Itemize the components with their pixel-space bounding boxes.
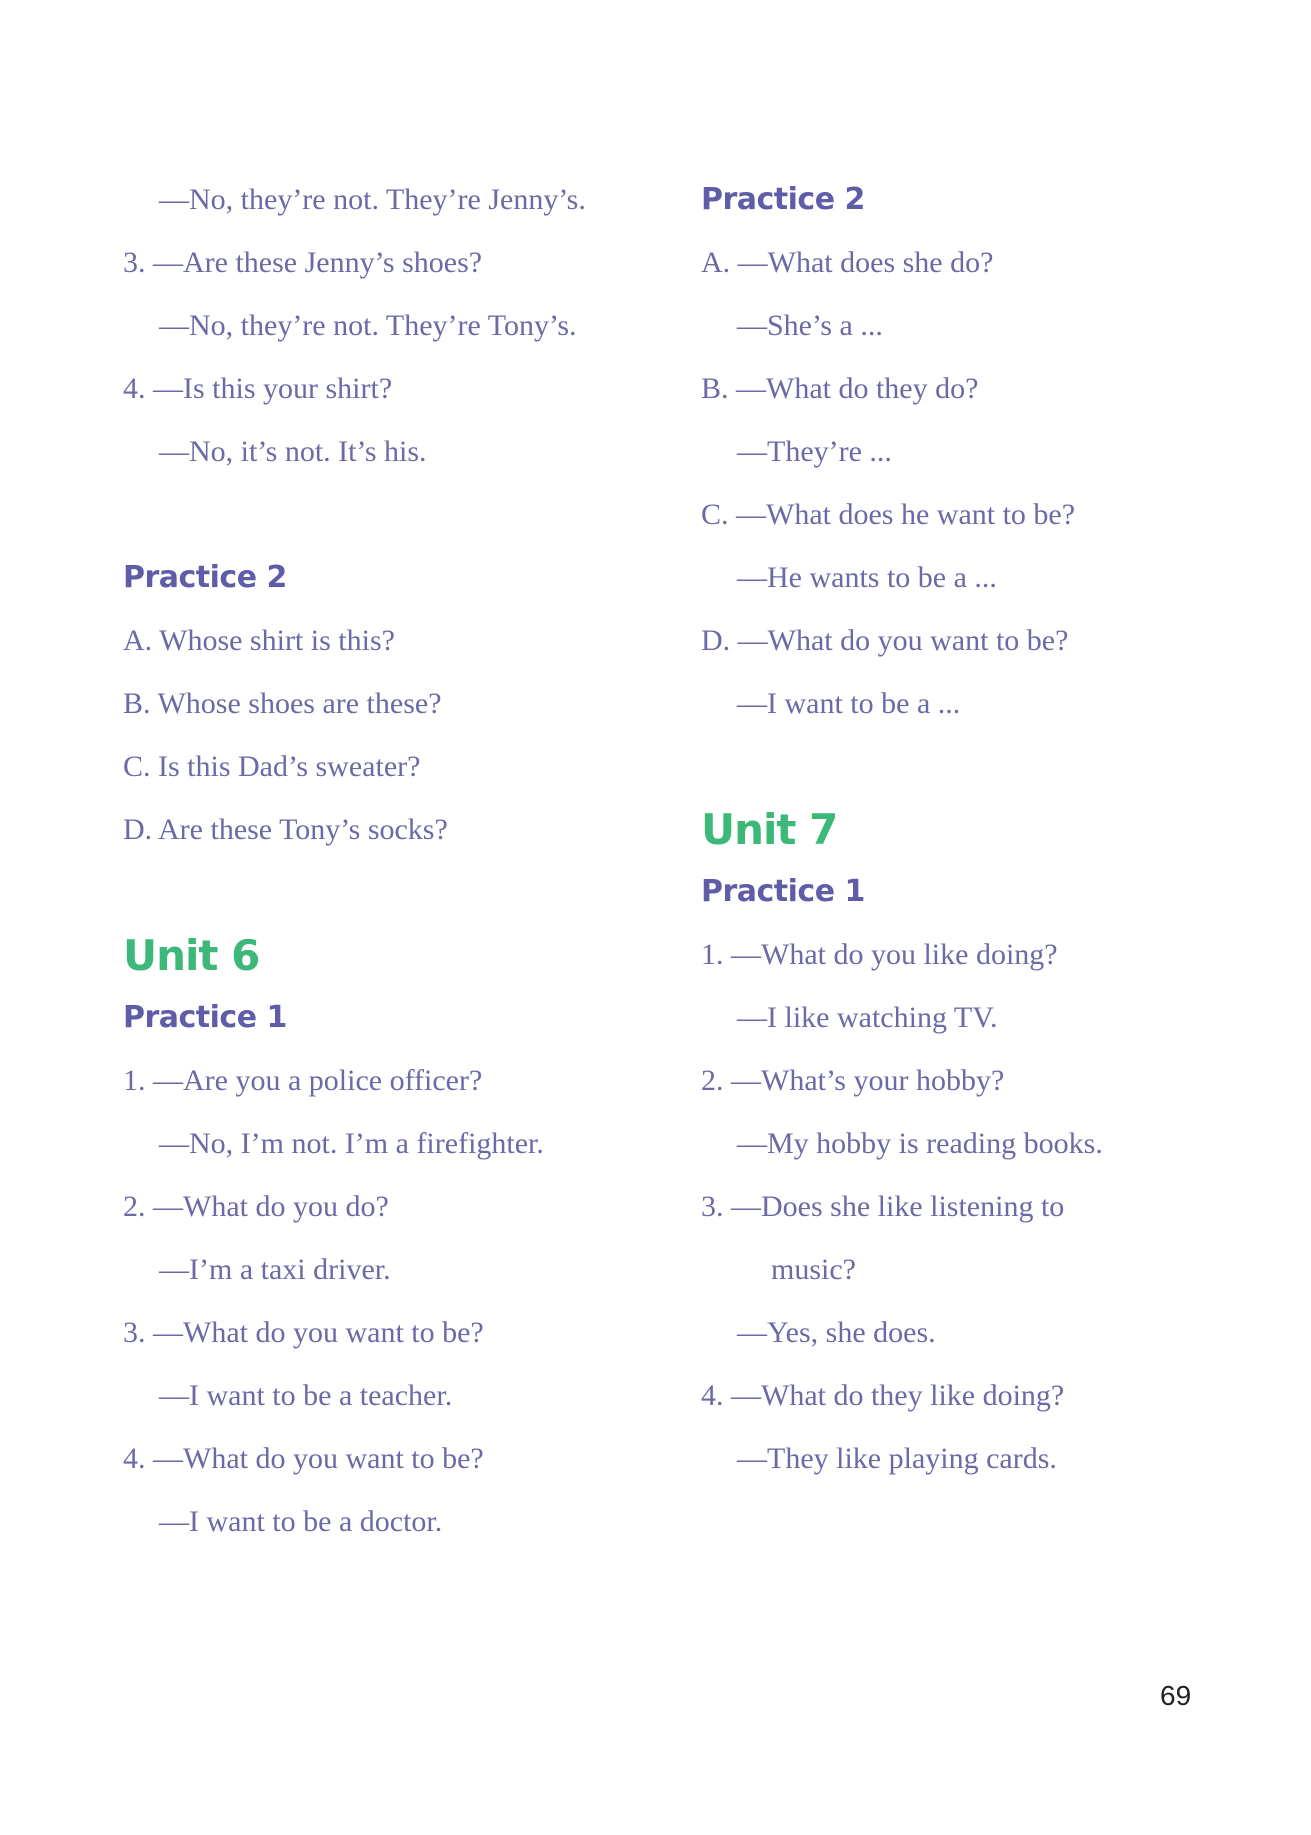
answer-line: —He wants to be a ... bbox=[737, 561, 997, 594]
answer-line: —They’re ... bbox=[737, 435, 892, 468]
answer-line: —She’s a ... bbox=[737, 309, 883, 342]
answer-line: 1. —Are you a police officer? bbox=[123, 1064, 483, 1097]
unit-heading: Unit 6 bbox=[123, 931, 260, 980]
answer-line: B. Whose shoes are these? bbox=[123, 687, 442, 720]
answer-line: —My hobby is reading books. bbox=[737, 1127, 1103, 1160]
answer-line: D. Are these Tony’s socks? bbox=[123, 813, 448, 846]
answer-line: —No, I’m not. I’m a firefighter. bbox=[159, 1127, 544, 1160]
answer-line: —No, it’s not. It’s his. bbox=[159, 435, 427, 468]
answer-line: A. Whose shirt is this? bbox=[123, 624, 395, 657]
answer-line: —Yes, she does. bbox=[737, 1316, 936, 1349]
answer-line: C. —What does he want to be? bbox=[701, 498, 1076, 531]
answer-line: —I want to be a doctor. bbox=[159, 1505, 443, 1538]
answer-line: 2. —What do you do? bbox=[123, 1190, 389, 1223]
answer-line: —No, they’re not. They’re Jenny’s. bbox=[159, 183, 586, 216]
practice-heading: Practice 1 bbox=[123, 1000, 287, 1035]
unit-heading: Unit 7 bbox=[701, 805, 838, 854]
practice-heading: Practice 2 bbox=[123, 560, 287, 595]
answer-line: —I want to be a teacher. bbox=[159, 1379, 453, 1412]
answer-line: 4. —What do you want to be? bbox=[123, 1442, 484, 1475]
right-column bbox=[701, 168, 1241, 1490]
answer-line: 3. —Does she like listening to bbox=[701, 1190, 1065, 1223]
answer-line: —They like playing cards. bbox=[737, 1442, 1057, 1475]
section-gap bbox=[701, 735, 1241, 798]
section-gap bbox=[123, 483, 643, 546]
answer-line: 4. —What do they like doing? bbox=[701, 1379, 1065, 1412]
answer-line: 4. —Is this your shirt? bbox=[123, 372, 393, 405]
answer-line: B. —What do they do? bbox=[701, 372, 979, 405]
answer-line: D. —What do you want to be? bbox=[701, 624, 1069, 657]
answer-line: 1. —What do you like doing? bbox=[701, 938, 1058, 971]
answer-line: A. —What does she do? bbox=[701, 246, 994, 279]
section-gap bbox=[123, 861, 643, 924]
answer-line: 3. —What do you want to be? bbox=[123, 1316, 484, 1349]
practice-heading: Practice 2 bbox=[701, 182, 865, 217]
answer-line: 2. —What’s your hobby? bbox=[701, 1064, 1005, 1097]
answer-line: music? bbox=[771, 1253, 856, 1286]
answer-line: 3. —Are these Jenny’s shoes? bbox=[123, 246, 483, 279]
answer-line: —I want to be a ... bbox=[737, 687, 961, 720]
answer-line: C. Is this Dad’s sweater? bbox=[123, 750, 421, 783]
answer-line: —I’m a taxi driver. bbox=[159, 1253, 391, 1286]
practice-heading: Practice 1 bbox=[701, 874, 865, 909]
page-number: 69 bbox=[1160, 1680, 1192, 1711]
answer-line: —I like watching TV. bbox=[737, 1001, 998, 1034]
left-column bbox=[123, 168, 643, 1553]
answer-line: —No, they’re not. They’re Tony’s. bbox=[159, 309, 577, 342]
